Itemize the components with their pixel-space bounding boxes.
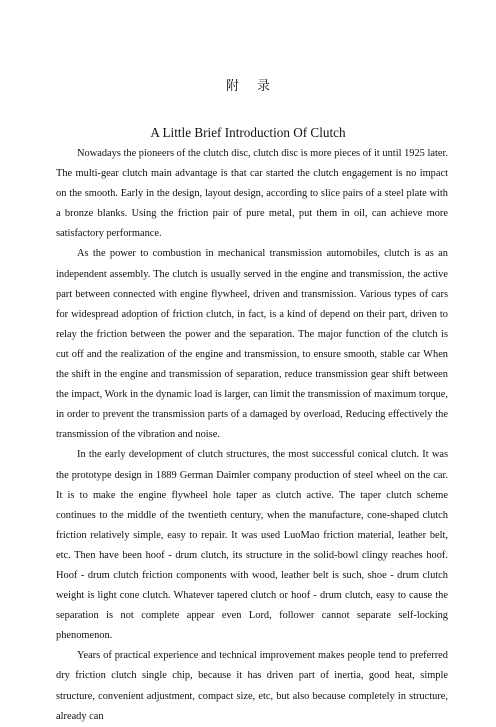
article-body	[56, 144, 448, 727]
paragraph-3: In the early development of clutch structures, the most successful conical clutch. It was the prototype design in 1889 German Daimler company production of steel wheel on the car. It is to make the engine flywheel hole taper as clutch active. The taper clutch scheme continues to the middle of the twentieth century, when the manufacture, cone-shaped clutch friction relatively simple, easy to repair. It was used LuoMao friction material, leather belt, etc. Then have been hoof - drum clutch, its structure in the solid-bowl clingy reaches hoof. Hoof - drum clutch friction components with wood, leather belt is such, shoe - drum clutch weight is light cone clutch. Whatever tapered clutch or hoof - drum clutch, easy to cause the separation is not complete appear even Lord, follower cannot separate self-locking phenomenon.	[56, 449, 448, 642]
page-heading: 附录	[225, 79, 288, 94]
paragraph-2: As the power to combustion in mechanical transmission automobiles, clutch is as an independent assembly. The clutch is usually served in the engine and transmission, the active part between connected with engine flywheel, driven and transmission. Various types of cars for widespread adoption of friction clutch, in fact, is a kind of depend on their part, driven to relay the friction between the power and the separation. The major function of the clutch is cut off and the realization of the engine and transmission, to ensure smooth, stable car When the shift in the engine and transmission of separation, reduce transmission gear shift between the impact, Work in the dynamic load is larger, can limit the transmission of maximum torque, in order to prevent the transmission parts of a damaged by overload, Reducing effectively the transmission of the vibration and noise.	[56, 248, 448, 441]
paragraph-1: Nowadays the pioneers of the clutch disc, clutch disc is more pieces of it until 1925 later. The multi-gear clutch main advantage is that car started the clutch engagement is no impact on the smooth. Early in the design, layout design, according to slice pairs of a steel plate with a bronze blanks. Using the friction pair of pure metal, put them in oil, can achieve more satisfactory performance.	[56, 148, 448, 240]
paragraph-4: Years of practical experience and technical improvement makes people tend to preferred dry friction clutch single chip, because it has driven part of inertia, good heat, simple structure, convenient adjustment, compact size, etc, but also because completely in structure, already can	[56, 650, 448, 722]
article-title: A Little Brief Introduction Of Clutch	[150, 125, 346, 140]
